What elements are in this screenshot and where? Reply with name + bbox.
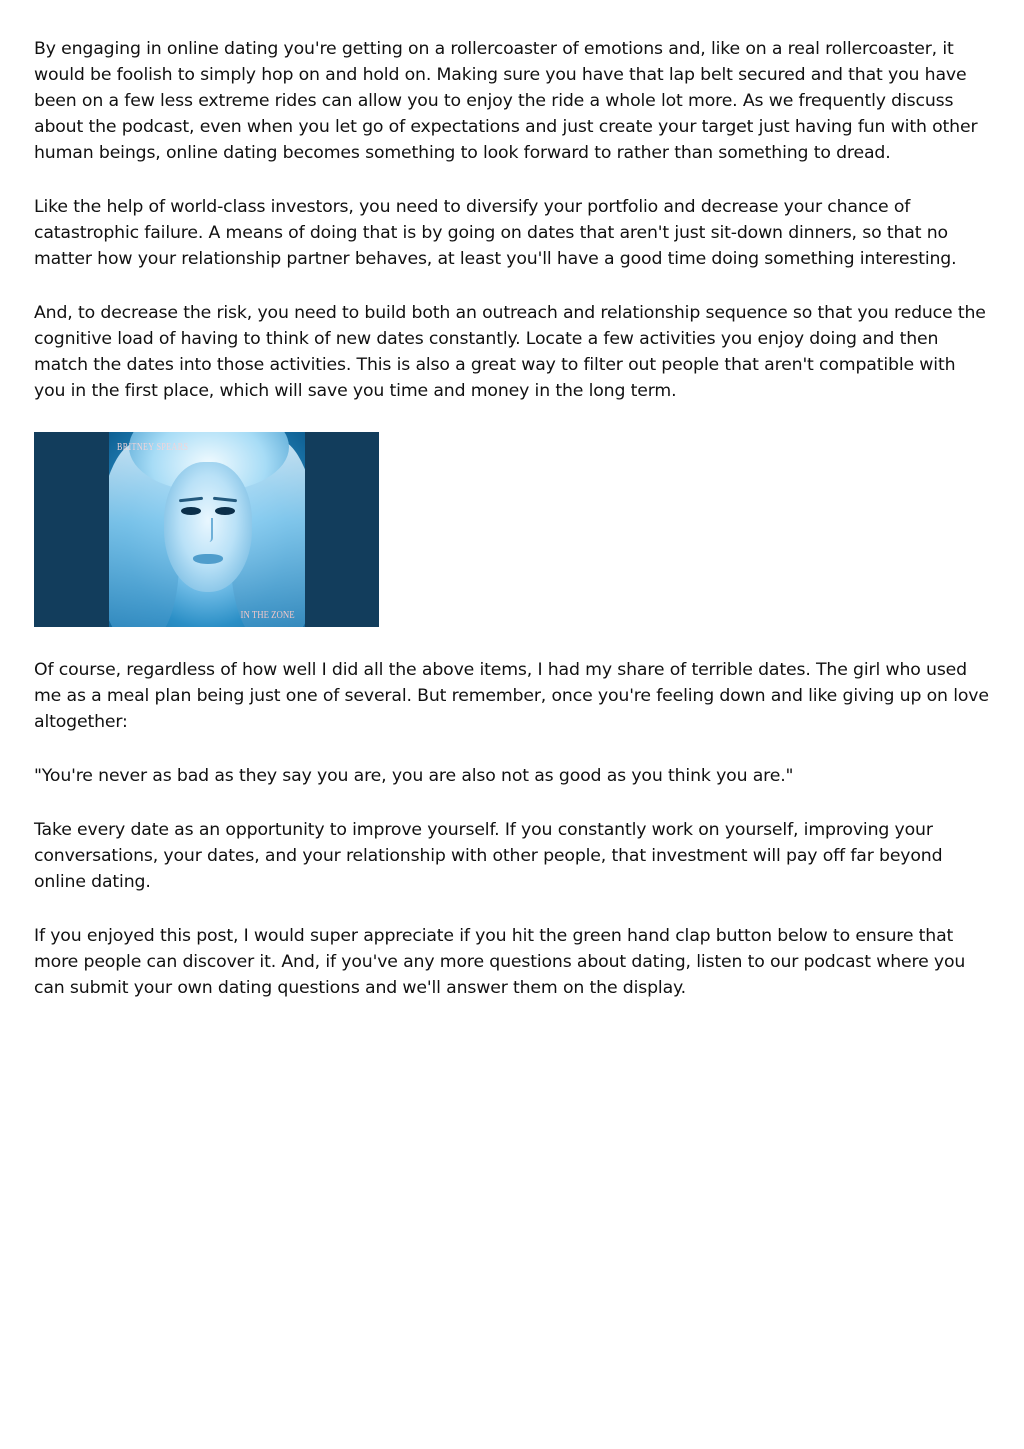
paragraph-diversify: Like the help of world-class investors, you need to diversify your portfolio and decrease your chance of catastrophic failure. A means of doing that is by going on dates that aren't just sit-down dinners, so that no matter how your relationship partner behaves, at least you'll have a good time doing something interesting. [34,197,957,269]
paragraph-reduce-risk: And, to decrease the risk, you need to build both an outreach and relationship sequence so that you reduce the cognitive load of having to think of new dates constantly. Locate a few activities you enjoy doing and then match the dates into those activities. This is also a great way to filter out people that aren't compatible with you in the first place, which will save you time and money in the long term. [34,303,986,401]
nose-shape [205,518,213,542]
paragraph-terrible-dates: Of course, regardless of how well I did all the above items, I had my share of terrible dates. The girl who used me as a meal plan being just one of several. But remember, once you're feeling down and like giving up on love altogether: [34,660,989,732]
cover-title-text: IN THE ZONE [240,609,295,621]
album-cover-image [34,432,379,627]
cover-artist-text: BRITNEY SPEARS [117,442,189,453]
lips-shape [193,554,223,564]
left-eye-shape [181,507,201,515]
right-eye-shape [215,507,235,515]
paragraph-closing: If you enjoyed this post, I would super appreciate if you hit the green hand clap button below to ensure that more people can discover it. And, if you've any more questions about dating, listen to our podcast where you can submit your own dating questions and we'll answer them on the display. [34,926,966,998]
article-body [34,36,992,1029]
paragraph-quote: "You're never as bad as they say you are, you are also not as good as you think you are." [34,766,794,786]
album-cover-art [109,432,305,627]
paragraph-rollercoaster: By engaging in online dating you're getting on a rollercoaster of emotions and, like on a real rollercoaster, it would be foolish to simply hop on and hold on. Making sure you have that lap belt secured and that you have been on a few less extreme rides can allow you to enjoy the ride a whole lot more. As we frequently discuss about the podcast, even when you let go of expectations and just create your target just having fun with other human beings, online dating becomes something to look forward to rather than something to dread. [34,39,978,163]
paragraph-improve-yourself: Take every date as an opportunity to improve yourself. If you constantly work on yourself, improving your conversations, your dates, and your relationship with other people, that investment will pay off far beyond online dating. [34,820,943,892]
